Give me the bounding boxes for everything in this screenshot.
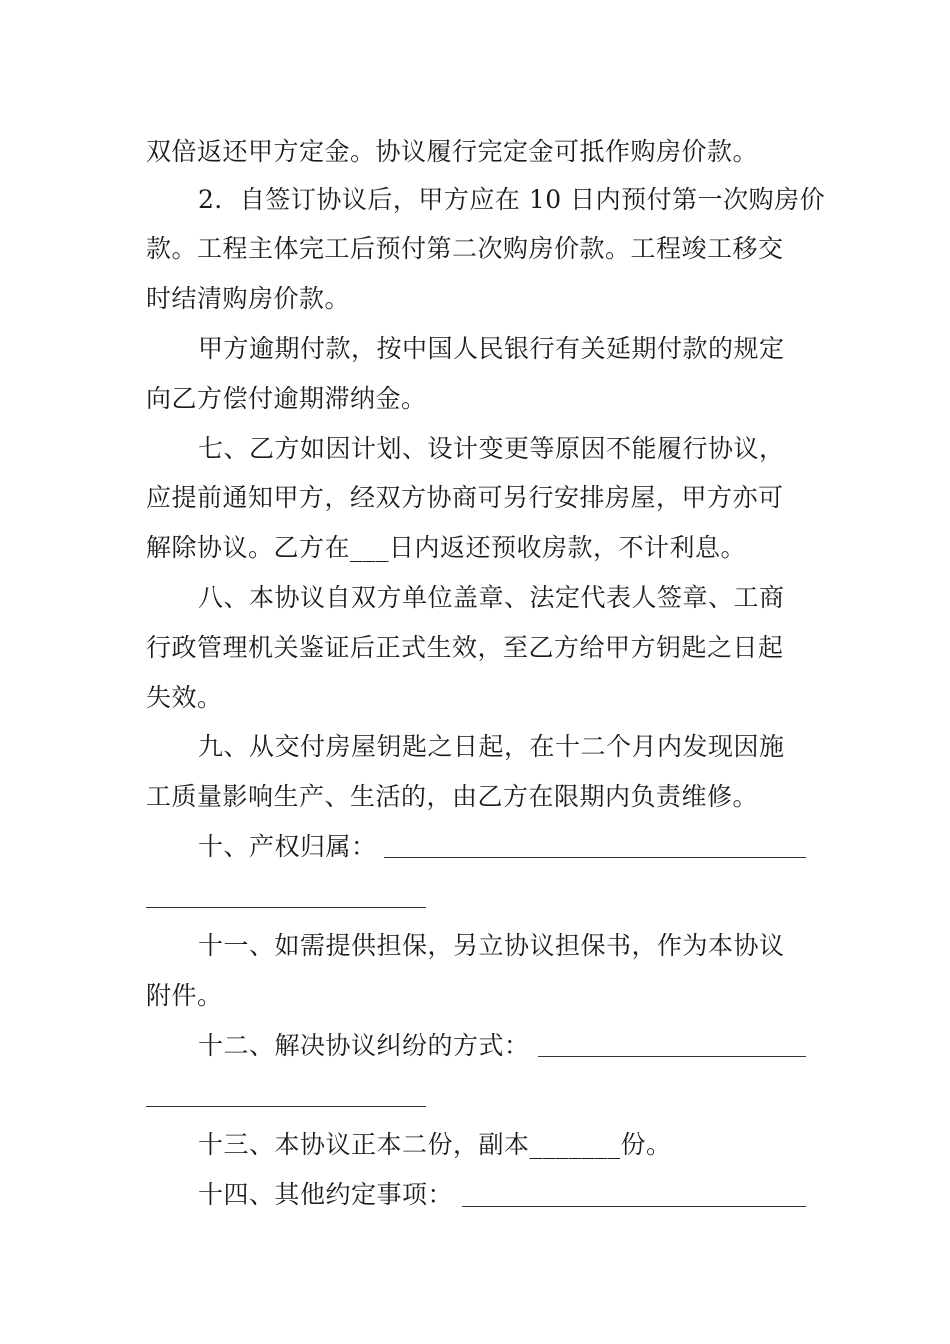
text-line: 十二、解决协议纠纷的方式： — [198, 1031, 530, 1060]
text-line: 解除协议。乙方在___日内返还预收房款，不计利息。 — [146, 533, 747, 562]
text-line: 双倍返还甲方定金。协议履行完定金可抵作购房价款。 — [146, 137, 759, 166]
fill-in-blank-dispute-continued — [146, 1106, 426, 1107]
text-line: 十三、本协议正本二份，副本_______份。 — [198, 1130, 672, 1159]
fill-in-blank-other-terms — [462, 1206, 806, 1207]
text-line: 失效。 — [146, 683, 223, 712]
text-line: 九、从交付房屋钥匙之日起，在十二个月内发现因施 — [198, 732, 785, 761]
text-line: 十一、如需提供担保，另立协议担保书，作为本协议 — [198, 931, 785, 960]
text-line: 应提前通知甲方，经双方协商可另行安排房屋，甲方亦可 — [146, 483, 784, 512]
text-line: 八、本协议自双方单位盖章、法定代表人签章、工商 — [198, 583, 785, 612]
text-line: 甲方逾期付款，按中国人民银行有关延期付款的规定 — [198, 334, 785, 363]
fill-in-blank-property — [384, 857, 806, 858]
text-line: 2．自签订协议后，甲方应在 10 日内预付第一次购房价 — [198, 185, 826, 214]
text-line: 款。工程主体完工后预付第二次购房价款。工程竣工移交 — [146, 234, 784, 263]
text-line: 附件。 — [146, 981, 223, 1010]
text-line: 工质量影响生产、生活的，由乙方在限期内负责维修。 — [146, 782, 759, 811]
text-line: 十四、其他约定事项： — [198, 1180, 454, 1209]
fill-in-blank-dispute — [538, 1056, 806, 1057]
text-line: 十、产权归属： — [198, 832, 377, 861]
text-line: 七、乙方如因计划、设计变更等原因不能履行协议， — [198, 434, 785, 463]
fill-in-blank-property-continued — [146, 907, 426, 908]
text-line: 向乙方偿付逾期滞纳金。 — [146, 384, 427, 413]
text-line: 时结清购房价款。 — [146, 284, 351, 313]
text-line: 行政管理机关鉴证后正式生效，至乙方给甲方钥匙之日起 — [146, 633, 784, 662]
